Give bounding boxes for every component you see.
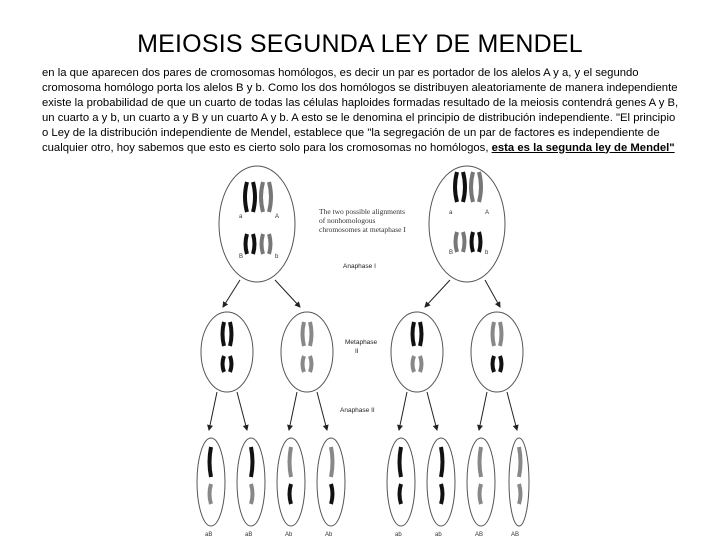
svg-text:b: b <box>275 254 279 260</box>
svg-text:A: A <box>485 210 490 216</box>
slide-title: MEIOSIS SEGUNDA LEY DE MENDEL <box>137 30 583 58</box>
paragraph-main-text: en la que aparecen dos pares de cromosomas homólogos, es decir un par es portador de los alelos A y a, y el segundo cromosoma homólogo porta los alelos B y b. Como los dos homólogos se distribuyen aleatoriamente de manera independiente existe la probabilidad de que un cuarto de todas las células haploides formadas resultado de la meiosis contendrá genes A y B, un cuarto a y b, un cuarto a y B y un cuarto A y b. A esto se le denomina el principio de distribución independiente. "El principio o Ley de la distribución independiente de Mendel, establece que "la segregación de un par de factores es independiente de cualquier otro, hoy sabemos que esto es cierto solo para los cromosomas no homólogos, <box>42 67 679 154</box>
gamete-label-2: aB <box>245 532 253 538</box>
metaphase-ii-cells <box>201 312 523 392</box>
gamete-label-4: Ab <box>325 532 333 538</box>
gamete-label-7: AB <box>475 532 484 538</box>
stage-label-metaphase-2-numeral: II <box>355 348 359 355</box>
figure-annotation-line-3: chromosomes at metaphase I <box>319 225 406 234</box>
arrows-level-1 <box>223 280 500 307</box>
meiosis-diagram <box>195 162 530 540</box>
svg-text:B: B <box>239 254 244 260</box>
gamete-cells <box>197 438 529 526</box>
svg-text:A: A <box>275 214 280 220</box>
figure-annotation-line-2: of nonhomologous <box>319 216 376 225</box>
svg-text:a: a <box>239 214 243 220</box>
stage-label-metaphase-2: Metaphase <box>345 339 378 346</box>
svg-text:b: b <box>485 250 489 256</box>
stage-label-anaphase-2: Anaphase II <box>340 407 375 414</box>
stage-label-anaphase-1: Anaphase I <box>343 263 376 270</box>
gamete-label-6: ab <box>435 532 442 538</box>
gamete-label-5: ab <box>395 532 402 538</box>
gamete-label-1: aB <box>205 532 213 538</box>
figure-annotation-line-1: The two possible alignments <box>319 207 406 216</box>
gamete-label-8: AB <box>511 532 520 538</box>
svg-text:B: B <box>449 250 454 256</box>
body-paragraph <box>42 66 682 155</box>
gamete-label-3: Ab <box>285 532 293 538</box>
svg-text:a: a <box>449 210 453 216</box>
paragraph-emphasis-text: esta es la segunda ley de Mendel" <box>491 141 675 154</box>
metaphase-i-cell-right <box>429 166 505 282</box>
metaphase-i-cell-left <box>219 166 295 282</box>
